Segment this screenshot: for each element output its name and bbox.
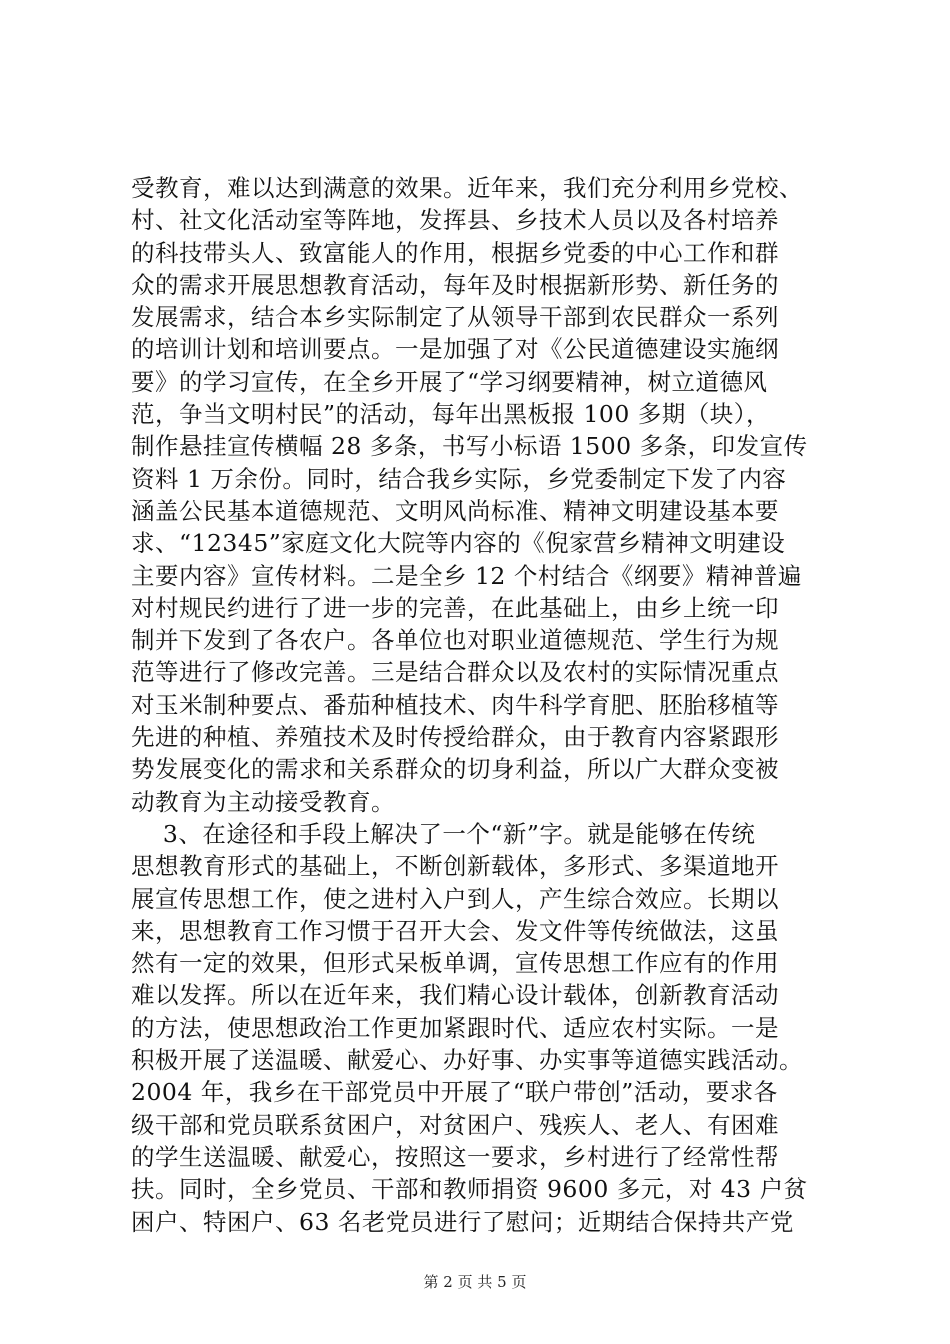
text-line: 范，争当文明村民”的活动，每年出黑板报 100 多期（块）， [131,400,771,429]
text-line: 制作悬挂宣传横幅 28 多条，书写小标语 1500 多条，印发宣传 [131,432,808,461]
text-line: 主要内容》宣传材料。二是全乡 12 个村结合《纲要》精神普遍 [131,561,802,590]
text-line: 要》的学习宣传，在全乡开展了“学习纲要精神，树立道德风 [131,367,768,396]
text-line: 的培训计划和培训要点。一是加强了对《公民道德建设实施纲 [131,335,779,364]
text-line: 资料 1 万余份。同时，结合我乡实际，乡党委制定下发了内容 [131,464,787,493]
text-line: 对村规民约进行了进一步的完善，在此基础上，由乡上统一印 [131,593,779,622]
text-line: 发展需求，结合本乡实际制定了从领导干部到农民群众一系列 [131,303,779,332]
text-line: 2004 年，我乡在干部党员中开展了“联户带创”活动，要求各 [131,1078,778,1107]
text-line: 积极开展了送温暖、献爱心、办好事、办实事等道德实践活动。 [131,1046,803,1075]
text-line: 的方法，使思想政治工作更加紧跟时代、适应农村实际。一是 [131,1013,779,1042]
text-line: 先进的种植、养殖技术及时传授给群众，由于教育内容紧跟形 [131,723,779,752]
text-line: 3、在途径和手段上解决了一个“新”字。就是能够在传统 [131,819,756,848]
text-line: 的科技带头人、致富能人的作用，根据乡党委的中心工作和群 [131,238,779,267]
text-line: 展宣传思想工作，使之进村入户到人，产生综合效应。长期以 [131,884,779,913]
text-line: 困户、特困户、63 名老党员进行了慰问；近期结合保持共产党 [131,1207,794,1236]
text-line: 级干部和党员联系贫困户，对贫困户、残疾人、老人、有困难 [131,1110,779,1139]
body-text [131,172,851,1238]
text-line: 受教育，难以达到满意的效果。近年来，我们充分利用乡党校、 [131,174,803,202]
text-line: 求、“12345”家庭文化大院等内容的《倪家营乡精神文明建设 [131,529,786,558]
text-line: 难以发挥。所以在近年来，我们精心设计载体，创新教育活动 [131,981,779,1010]
text-line: 范等进行了修改完善。三是结合群众以及农村的实际情况重点 [131,658,779,687]
text-line: 扶。同时，全乡党员、干部和教师捐资 9600 多元，对 43 户贫 [131,1175,808,1204]
text-line: 村、社文化活动室等阵地，发挥县、乡技术人员以及各村培养 [131,206,779,235]
text-line: 来，思想教育工作习惯于召开大会、发文件等传统做法，这虽 [131,916,779,945]
text-line: 的学生送温暖、献爱心，按照这一要求，乡村进行了经常性帮 [131,1142,779,1171]
text-line: 众的需求开展思想教育活动，每年及时根据新形势、新任务的 [131,270,779,299]
text-line: 势发展变化的需求和关系群众的切身利益，所以广大群众变被 [131,755,779,784]
text-line: 对玉米制种要点、番茄种植技术、肉牛科学育肥、胚胎移植等 [131,690,779,719]
text-line: 动教育为主动接受教育。 [131,787,395,816]
page-footer: 第 2 页 共 5 页 [423,1273,527,1291]
text-line: 然有一定的效果，但形式呆板单调，宣传思想工作应有的作用 [131,949,779,978]
text-line: 涵盖公民基本道德规范、文明风尚标准、精神文明建设基本要 [131,496,779,525]
text-line: 思想教育形式的基础上，不断创新载体，多形式、多渠道地开 [131,852,779,881]
text-line: 制并下发到了各农户。各单位也对职业道德规范、学生行为规 [131,626,779,655]
